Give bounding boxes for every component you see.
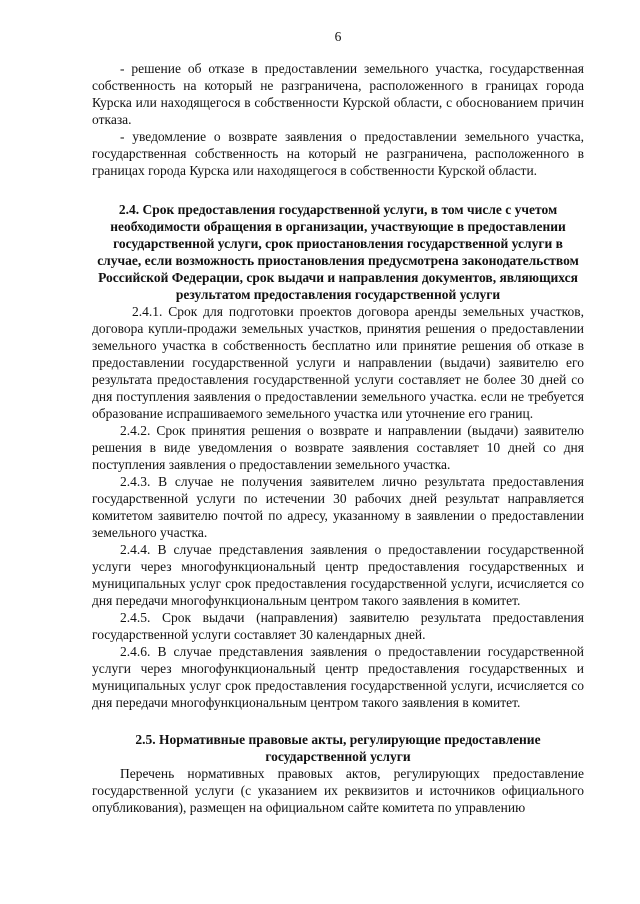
document-page [92, 28, 584, 816]
section-2-4-heading: 2.4. Срок предоставления государственной услуги, в том числе с учетом необходимости обращения в организации, участвующие в предоставлении государственной услуги, срок приостановления государственной услуги в случае, если возможность приостановления предусмотрена законодательством Российской Федерации, срок выдачи и направления документов, являющихся результатом предоставления государственной услуги [97, 202, 579, 302]
paragraph-2-4-5: 2.4.5. Срок выдачи (направления) заявителю результата предоставления государственной услуги составляет 30 календарных дней. [92, 610, 584, 642]
page-number: 6 [334, 29, 342, 44]
paragraph-return-notice: - уведомление о возврате заявления о предоставлении земельного участка, государственная собственность на который не разграничена, расположенного в границах города Курска или находящегося в собственности Курской области. [92, 129, 584, 178]
paragraph-2-4-1: 2.4.1. Срок для подготовки проектов договора аренды земельных участков, договора купли-продажи земельных участков, принятия решения о предоставлении земельного участка в собственность бесплатно или принятие решения об отказе в предоставлении государственной услуги и направлении (выдачи) заявителю его результата предоставления государственной услуги составляет не более 30 дней со дня поступления заявления о предоставлении земельного участка. если не требуется образование испрашиваемого земельного участка или уточнение его границ. [92, 304, 584, 421]
paragraph-2-5: Перечень нормативных правовых актов, регулирующих предоставление государственной услуги (с указанием их реквизитов и источников официального опубликования), размещен на официальном сайте комитета по управлению [92, 766, 584, 815]
paragraph-2-4-2: 2.4.2. Срок принятия решения о возврате и направлении (выдачи) заявителю решения в виде уведомления о возврате заявления составляет 10 дней со дня поступления заявления о предоставлении земельного участка. [92, 423, 584, 472]
section-2-5-heading: 2.5. Нормативные правовые акты, регулирующие предоставление государственной услуги [135, 732, 541, 764]
paragraph-2-4-3: 2.4.3. В случае не получения заявителем лично результата предоставления государственной услуги по истечении 30 рабочих дней результат направляется комитетом заявителю почтой по адресу, указанному в заявлении о предоставлении земельного участка. [92, 474, 584, 540]
paragraph-2-4-4: 2.4.4. В случае представления заявления о предоставлении государственной услуги через многофункциональный центр предоставления государственных и муниципальных услуг срок предоставления государственной услуги, исчисляется со дня передачи многофункциональным центром такого заявления в комитет. [92, 542, 584, 608]
paragraph-refusal-decision: - решение об отказе в предоставлении земельного участка, государственная собственность на который не разграничена, расположенного в границах города Курска или находящегося в собственности Курской области, с обоснованием причин отказа. [92, 61, 584, 127]
paragraph-2-4-6: 2.4.6. В случае представления заявления о предоставлении государственной услуги через многофункциональный центр предоставления государственных и муниципальных услуг срок предоставления государственной услуги, исчисляется со дня передачи многофункциональным центром такого заявления в комитет. [92, 644, 584, 710]
